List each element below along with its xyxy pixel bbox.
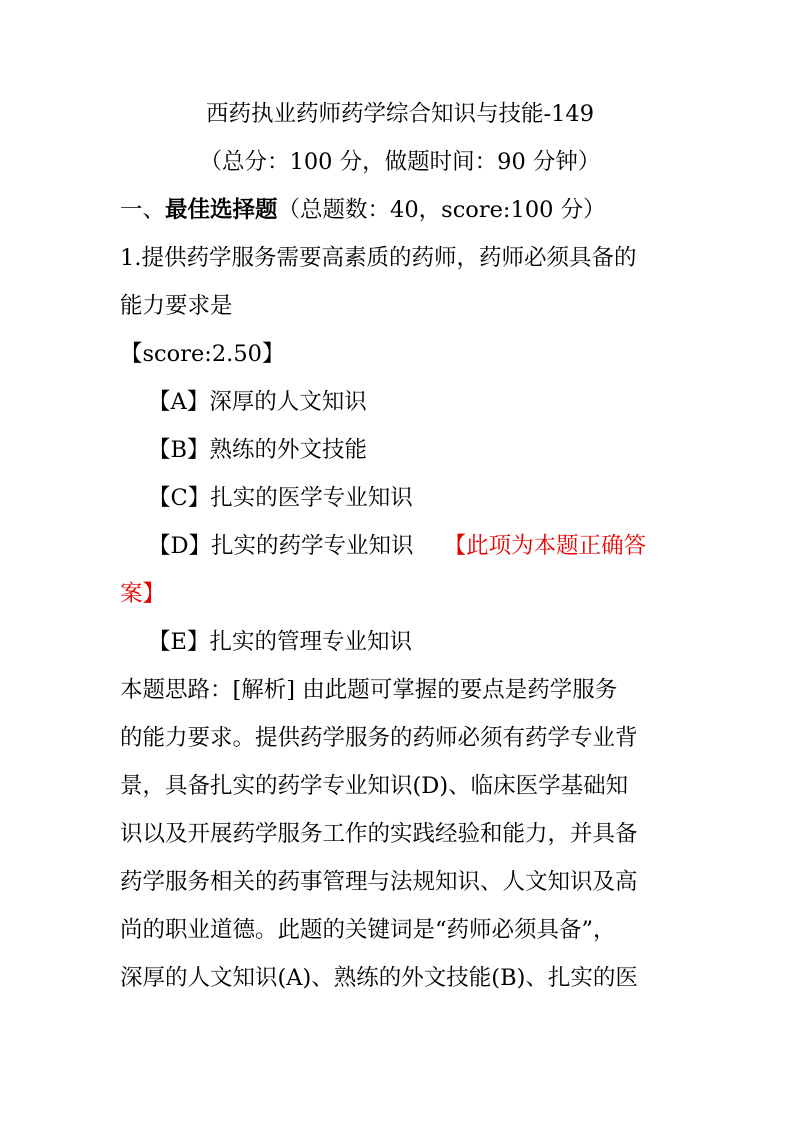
section-prefix: 一、 — [120, 197, 166, 223]
question-score: 【score:2.50】 — [120, 341, 285, 367]
option-text: 熟练的外文技能 — [209, 437, 368, 463]
explanation-line: 药学服务相关的药事管理与法规知识、人文知识及高 — [120, 869, 638, 895]
explanation-line: 识以及开展药学服务工作的实践经验和能力，并具备 — [120, 821, 638, 847]
explanation-line: 景，具备扎实的药学专业知识(D)、临床医学基础知 — [120, 773, 629, 799]
section-heading — [120, 186, 680, 234]
option-e — [120, 618, 680, 666]
explanation-line: 本题思路：[解析] 由此题可掌握的要点是药学服务 — [120, 677, 618, 703]
option-label: 【A】 — [148, 389, 210, 415]
section-name: 最佳选择题 — [165, 197, 278, 223]
document-title: 西药执业药师药学综合知识与技能-149 — [205, 101, 595, 127]
document-subtitle: （总分：100 分，做题时间：90 分钟） — [199, 149, 601, 175]
explanation-line: 尚的职业道德。此题的关键词是“药师必须具备”， — [120, 917, 616, 943]
explanation-line: 的能力要求。提供药学服务的药师必须有药学专业背 — [120, 725, 638, 751]
option-label: 【B】 — [148, 437, 210, 463]
option-label: 【E】 — [148, 629, 210, 655]
question-stem-line-1: 1.提供药学服务需要高素质的药师，药师必须具备的 — [120, 245, 637, 271]
document-page — [120, 90, 680, 1002]
option-text: 扎实的药学专业知识 — [211, 533, 414, 559]
correct-answer-mark: 【此项为本题正确答 — [443, 533, 647, 559]
question-stem-line-2: 能力要求是 — [120, 293, 233, 319]
explanation-line: 深厚的人文知识(A)、熟练的外文技能(B)、扎实的医 — [120, 965, 638, 991]
option-c — [120, 474, 680, 522]
explanation — [120, 666, 680, 1002]
correct-answer-mark-continued: 案】 — [120, 581, 166, 607]
option-text: 扎实的医学专业知识 — [210, 485, 413, 511]
option-label: 【C】 — [148, 485, 211, 511]
option-d — [120, 522, 680, 570]
option-a — [120, 378, 680, 426]
option-label: 【D】 — [148, 533, 212, 559]
option-b — [120, 426, 680, 474]
option-text: 扎实的管理专业知识 — [209, 629, 412, 655]
section-meta: （总题数：40，score:100 分） — [277, 197, 606, 223]
option-text: 深厚的人文知识 — [209, 389, 367, 415]
